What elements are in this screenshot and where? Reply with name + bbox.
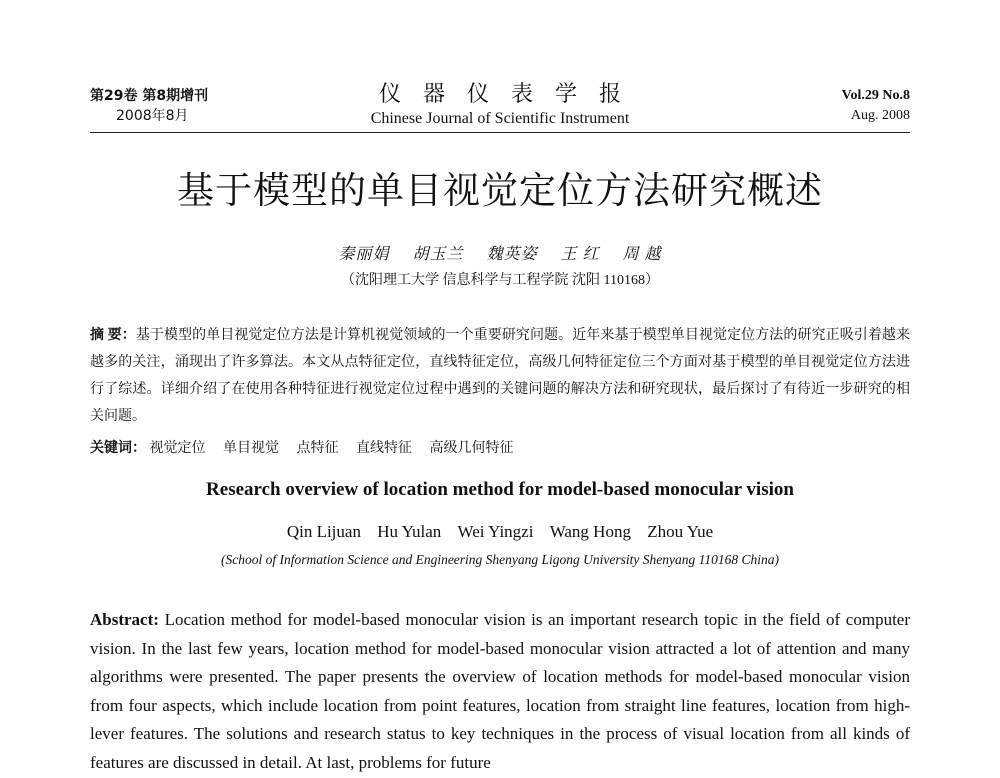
header-rule [90, 132, 910, 133]
volume-cn: 第29卷 第8期增刊 [90, 88, 209, 104]
keyword: 高级几何特征 [429, 441, 514, 456]
keyword: 单目视觉 [223, 441, 279, 456]
affiliation-en: (School of Information Science and Engineering Shenyang Ligong University Shenyang 110168 China) [220, 552, 780, 567]
author-en: Wang Hong [549, 522, 631, 541]
keywords-cn-label: 关键词： [90, 441, 146, 456]
volume-en: Vol.29 No.8 [841, 88, 910, 103]
abstract-en-label: Abstract: [90, 610, 159, 629]
abstract-cn [90, 322, 910, 430]
keyword: 点特征 [296, 441, 339, 456]
keywords-cn [90, 435, 910, 462]
affiliation-cn: （沈阳理工大学 信息科学与工程学院 沈阳 110168） [341, 273, 659, 288]
author-cn: 秦丽娟 [338, 246, 390, 263]
paper-title-en: Research overview of location method for model-based monocular vision [206, 479, 794, 500]
journal-name-en: Chinese Journal of Scientific Instrument [370, 110, 630, 127]
authors-cn [0, 241, 1000, 264]
keyword: 视觉定位 [149, 441, 206, 456]
paper-title-cn: 基于模型的单目视觉定位方法研究概述 [177, 169, 823, 212]
author-cn: 王 红 [560, 246, 600, 263]
abstract-cn-text: 基于模型的单目视觉定位方法是计算机视觉领域的一个重要研究问题。近年来基于模型单目视觉定位方法的研究正吸引着越来越多的关注，涌现出了许多算法。本文从点特征定位，直线特征定位，高级几何特征定位三个方面对基于模型的单目视觉定位方法进行了综述。详细介绍了在使用各种特征进行视觉定位过程中遇到的关键问题的解决方法和研究现状，最后探讨了有待近一步研究的相关问题。 [90, 328, 910, 424]
date-en: Aug. 2008 [850, 108, 910, 123]
authors-en [0, 522, 1000, 542]
date-cn: 2008年8月 [116, 108, 189, 124]
abstract-en-text: Location method for model-based monocular vision is an important research topic in the field of computer vision. In the last few years, location method for model-based monocular vision attracted a lot of attention and many algorithms were presented. The paper presents the overview of location methods for model-based monocular vision from four aspects, which include location from point features, location from straight line features, location from high-lever features. The solutions and research status to key techniques in the process of visual location from all kinds of features are discussed in detail. At last, problems for future [90, 610, 910, 772]
journal-name-cn: 仪器仪表学报 [378, 81, 643, 106]
author-en: Hu Yulan [377, 522, 442, 541]
keyword: 直线特征 [356, 441, 412, 456]
abstract-en [90, 606, 910, 778]
header-right [842, 86, 910, 126]
author-cn: 魏英姿 [486, 246, 538, 263]
journal-header [90, 81, 910, 134]
author-cn: 周 越 [622, 246, 662, 263]
abstract-cn-label: 摘 要： [90, 328, 136, 343]
author-en: Zhou Yue [647, 522, 714, 541]
header-center [90, 81, 910, 130]
author-en: Wei Yingzi [457, 522, 534, 541]
author-cn: 胡玉兰 [412, 246, 464, 263]
author-en: Qin Lijuan [286, 522, 361, 541]
